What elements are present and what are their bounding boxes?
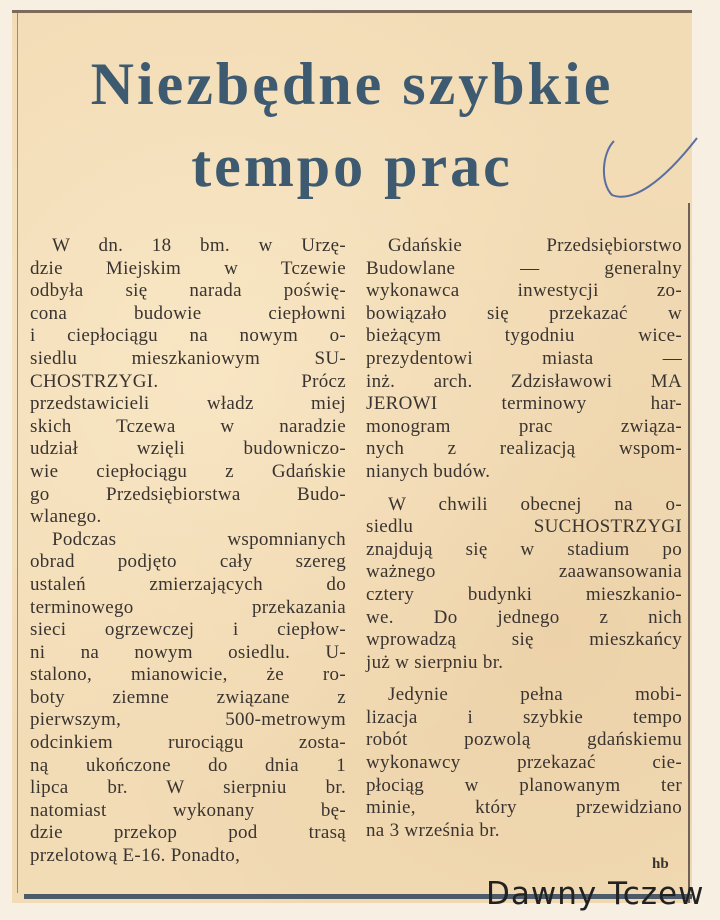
text-line: na 3 września br. xyxy=(366,819,500,841)
watermark: Dawny Tczew xyxy=(486,876,705,912)
text-line: sieci ogrzewczej i ciepłow- xyxy=(30,619,346,641)
paragraph xyxy=(366,235,682,484)
text-line: Budowlane — generalny xyxy=(366,257,682,279)
right-border-rule xyxy=(688,203,690,903)
text-line: ustaleń zmierzających do xyxy=(30,573,346,595)
text-line: W chwili obecnej na o- xyxy=(388,493,682,515)
text-line: ważnego zaawansowania xyxy=(366,561,682,583)
text-line: prezydentowi miasta — xyxy=(366,347,682,369)
text-line: Jedynie pełna mobi- xyxy=(388,684,682,706)
text-line: znajdują się w stadium po xyxy=(366,538,682,560)
headline-line-1: Niezbędne szybkie xyxy=(90,51,614,117)
text-line: wprowadzą się mieszkańcy xyxy=(366,629,682,651)
text-line: siedlu SUCHOSTRZYGI xyxy=(366,516,682,538)
text-line: odbyła się narada poświę- xyxy=(30,280,346,302)
text-line: bieżącym tygodniu wice- xyxy=(366,325,682,347)
text-line: udział wzięli budowniczo- xyxy=(30,438,346,460)
text-line: robót pozwolą gdańskiemu xyxy=(366,729,682,751)
text-line: już w sierpniu br. xyxy=(366,651,504,673)
text-line: odcinkiem rurociągu zosta- xyxy=(30,732,346,754)
text-line: płociąg w planowanym ter xyxy=(366,774,682,796)
text-line: dzie przekop pod trasą xyxy=(30,822,346,844)
paragraph xyxy=(366,494,682,675)
paragraph xyxy=(30,529,346,868)
pen-mark-icon xyxy=(592,123,702,213)
text-line: ną ukończone do dnia 1 xyxy=(30,754,346,776)
text-line: wie ciepłociągu z Gdańskie xyxy=(30,460,346,482)
text-line: pierwszym, 500-metrowym xyxy=(30,709,346,731)
text-line: cona budowie ciepłowni xyxy=(30,302,346,324)
text-line: boty ziemne związane z xyxy=(30,686,346,708)
text-line: wykonawca inwestycji zo- xyxy=(366,280,682,302)
headline-line-2: tempo prac xyxy=(191,133,513,199)
text-line: skich Tczewa w naradzie xyxy=(30,415,346,437)
text-line: siedlu mieszkaniowym SU- xyxy=(30,347,346,369)
text-line: cztery budynki mieszkanio- xyxy=(366,583,682,605)
text-line: wlanego. xyxy=(30,506,102,528)
text-line: Gdańskie Przedsiębiorstwo xyxy=(388,235,682,256)
newspaper-clipping xyxy=(12,10,692,903)
text-line: i ciepłociągu na nowym o- xyxy=(30,325,346,347)
text-line: go Przedsiębiorstwa Budo- xyxy=(30,483,346,505)
text-line: terminowego przekazania xyxy=(30,596,346,618)
text-line: bowiązało się przekazać w xyxy=(366,302,682,324)
text-line: dzie Miejskim w Tczewie xyxy=(30,257,346,279)
text-line: przedstawicieli władz miej xyxy=(30,393,346,415)
text-line: inż. arch. Zdzisławowi MA xyxy=(366,370,682,392)
text-line: nych z realizacją wspom- xyxy=(366,438,682,460)
text-line: przelotową E-16. Ponadto, xyxy=(30,845,241,867)
text-line: nianych budów. xyxy=(366,460,491,482)
text-line: obrad podjęto cały szereg xyxy=(30,551,346,573)
text-line: lipca br. W sierpniu br. xyxy=(30,777,346,799)
text-line: we. Do jednego z nich xyxy=(366,606,682,628)
author-signature: hb xyxy=(652,856,669,872)
text-line: CHOSTRZYGI. Prócz xyxy=(30,370,346,392)
text-line: minie, który przewidziano xyxy=(366,797,682,819)
text-line: Podczas wspomnianych xyxy=(52,528,346,550)
text-line: JEROWI terminowy har- xyxy=(366,393,682,415)
text-line: W dn. 18 bm. w Urzę- xyxy=(52,235,346,256)
text-line: lizacja i szybkie tempo xyxy=(366,706,682,728)
paragraph xyxy=(30,235,346,529)
text-line: monogram prac związa- xyxy=(366,415,682,437)
text-line: natomiast wykonany bę- xyxy=(30,799,346,821)
text-line: stalono, mianowicie, że ro- xyxy=(30,664,346,686)
paragraph xyxy=(366,684,682,842)
text-line: wykonawcy przekazać cie- xyxy=(366,752,682,774)
text-line: ni na nowym osiedlu. U- xyxy=(30,641,346,663)
article-column-2 xyxy=(366,235,682,852)
article-column-1 xyxy=(30,235,346,868)
